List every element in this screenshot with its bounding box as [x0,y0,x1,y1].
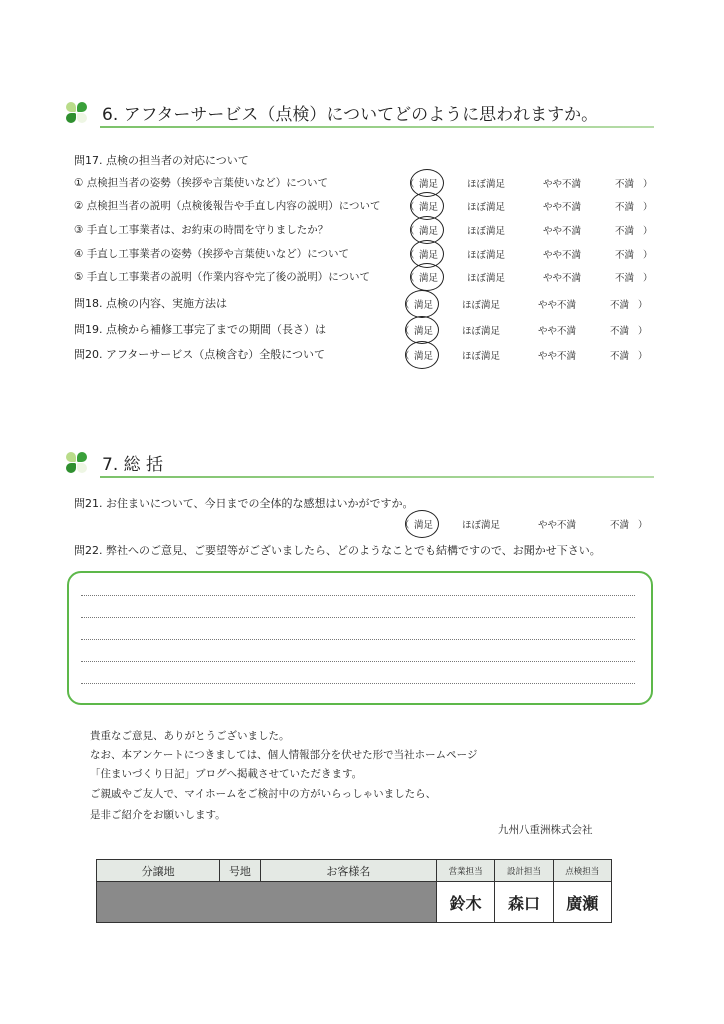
close-paren: ） [643,226,653,237]
q17-item-3: ③ 手直し工事業者は、お約束の時間を守りましたか？ [74,224,329,236]
answer-circle [405,510,439,538]
option-mostly-satisfied[interactable]: ほぼ満足 [467,202,506,213]
message-line: 貴重なご意見、ありがとうございました。 [90,730,290,742]
option-dissatisfied[interactable]: 不満 [610,300,630,311]
option-satisfied[interactable]: 満足 [419,273,439,284]
header-inspection-staff: 点検担当 [553,860,611,882]
q22-label: 問22. 弊社へのご意見、ご要望等がございましたら、どのようなことでも結構ですので、お聞かせ下さい。 [74,544,601,557]
option-mostly-satisfied[interactable]: ほぼ満足 [462,326,501,337]
option-satisfied[interactable]: 満足 [414,300,434,311]
company-name: 九州八重洲株式会社 [498,824,593,836]
q19-label: 問19. 点検から補修工事完了までの期間（長さ）は [74,323,326,336]
section7-underline [100,476,654,478]
option-somewhat-dissatisfied[interactable]: やや不満 [543,273,582,284]
option-satisfied[interactable]: 満足 [419,226,439,237]
answer-circle [405,341,439,369]
open-paren: （ [400,351,410,362]
option-dissatisfied[interactable]: 不満 [610,326,630,337]
option-mostly-satisfied[interactable]: ほぼ満足 [462,300,501,311]
section7-header [66,450,656,478]
option-satisfied[interactable]: 満足 [414,351,434,362]
open-paren: （ [400,520,410,531]
message-line: 是非ご紹介をお願いします。 [90,809,226,821]
comment-line [81,639,635,640]
option-satisfied[interactable]: 満足 [419,202,439,213]
q21-options [400,517,650,531]
q17-item-5: ⑤ 手直し工事業者の説明（作業内容や完了後の説明）について [74,271,371,283]
q18-label: 問18. 点検の内容、実施方法は [74,297,227,310]
q21-label: 問21. お住まいについて、今日までの全体的な感想はいかがですか。 [74,497,414,510]
option-somewhat-dissatisfied[interactable]: やや不満 [543,179,582,190]
header-design-staff: 設計担当 [495,860,553,882]
q17-1-options [405,176,655,190]
section6-title: 6. アフターサービス（点検）についてどのように思われますか。 [102,105,599,125]
header-subdivision: 分譲地 [97,860,220,882]
section6-underline [100,126,654,128]
redacted-customer-info [97,882,437,923]
close-paren: ） [638,326,648,337]
option-somewhat-dissatisfied[interactable]: やや不満 [538,351,577,362]
header-lot-number: 号地 [220,860,261,882]
inspection-staff-name: 廣瀬 [553,882,611,923]
comment-box[interactable] [67,571,653,705]
close-paren: ） [643,202,653,213]
option-somewhat-dissatisfied[interactable]: やや不満 [543,226,582,237]
option-mostly-satisfied[interactable]: ほぼ満足 [462,351,501,362]
open-paren: （ [405,226,415,237]
option-dissatisfied[interactable]: 不満 [610,351,630,362]
open-paren: （ [400,326,410,337]
section6-header [66,100,656,128]
comment-line [81,595,635,596]
open-paren: （ [405,202,415,213]
q20-label: 問20. アフターサービス（点検含む）全般について [74,348,325,361]
option-mostly-satisfied[interactable]: ほぼ満足 [467,273,506,284]
q18-options [400,297,650,311]
open-paren: （ [405,250,415,261]
open-paren: （ [405,273,415,284]
answer-circle [405,316,439,344]
option-dissatisfied[interactable]: 不満 [610,520,630,531]
header-customer-name: お客様名 [260,860,436,882]
message-line: 「住まいづくり日記」ブログへ掲載させていただきます。 [90,768,363,780]
answer-circle [405,290,439,318]
open-paren: （ [405,179,415,190]
close-paren: ） [638,351,648,362]
clover-icon [66,452,88,474]
q17-item-1: ① 点検担当者の姿勢（挨拶や言葉使いなど）について [74,177,329,189]
option-dissatisfied[interactable]: 不満 [615,226,635,237]
option-mostly-satisfied[interactable]: ほぼ満足 [467,226,506,237]
answer-circle [410,263,444,291]
option-satisfied[interactable]: 満足 [414,520,434,531]
q17-5-options [405,270,655,284]
q17-2-options [405,199,655,213]
option-somewhat-dissatisfied[interactable]: やや不満 [538,520,577,531]
message-line: なお、本アンケートにつきましては、個人情報部分を伏せた形で当社ホームページ [90,749,478,761]
comment-line [81,661,635,662]
option-mostly-satisfied[interactable]: ほぼ満足 [462,520,501,531]
info-table [96,859,612,923]
message-line: ご親戚やご友人で、マイホームをご検討中の方がいらっしゃいましたら、 [90,788,437,800]
option-dissatisfied[interactable]: 不満 [615,250,635,261]
q20-options [400,348,650,362]
q17-label: 問17. 点検の担当者の対応について [74,154,249,167]
design-staff-name: 森口 [495,882,553,923]
q17-4-options [405,247,655,261]
close-paren: ） [638,300,648,311]
q17-item-4: ④ 手直し工事業者の姿勢（挨拶や言葉使いなど）について [74,248,350,260]
close-paren: ） [643,179,653,190]
close-paren: ） [643,273,653,284]
option-somewhat-dissatisfied[interactable]: やや不満 [543,202,582,213]
comment-line [81,683,635,684]
option-dissatisfied[interactable]: 不満 [615,202,635,213]
sales-staff-name: 鈴木 [437,882,495,923]
option-satisfied[interactable]: 満足 [419,179,439,190]
q17-3-options [405,223,655,237]
close-paren: ） [638,520,648,531]
header-sales-staff: 営業担当 [437,860,495,882]
option-dissatisfied[interactable]: 不満 [615,179,635,190]
option-mostly-satisfied[interactable]: ほぼ満足 [467,179,506,190]
comment-line [81,617,635,618]
q19-options [400,323,650,337]
clover-icon [66,102,88,124]
option-mostly-satisfied[interactable]: ほぼ満足 [467,250,506,261]
section7-title: 7. 総 括 [102,455,164,475]
option-satisfied[interactable]: 満足 [414,326,434,337]
q17-item-2: ② 点検担当者の説明（点検後報告や手直し内容の説明）について [74,200,381,212]
open-paren: （ [400,300,410,311]
option-somewhat-dissatisfied[interactable]: やや不満 [538,326,577,337]
option-somewhat-dissatisfied[interactable]: やや不満 [543,250,582,261]
option-dissatisfied[interactable]: 不満 [615,273,635,284]
close-paren: ） [643,250,653,261]
option-somewhat-dissatisfied[interactable]: やや不満 [538,300,577,311]
option-satisfied[interactable]: 満足 [419,250,439,261]
